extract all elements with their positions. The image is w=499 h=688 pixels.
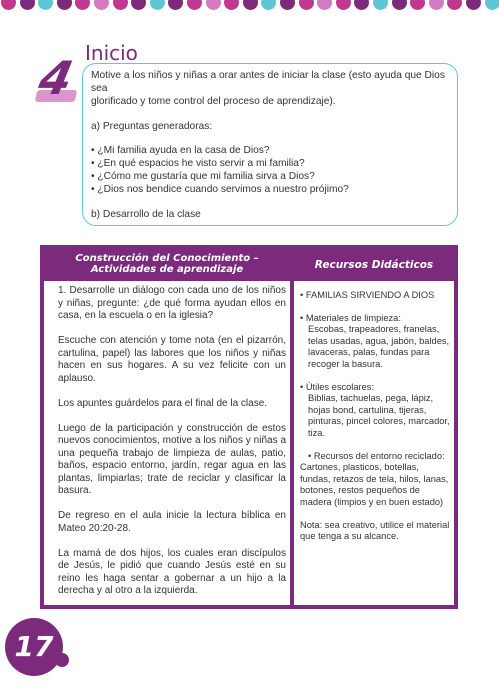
intro-line-2: glorificado y tome control del proceso de aprendizaje). [91,96,336,107]
decorative-dot [57,0,72,10]
decorative-dot [1,0,16,10]
decorative-dot [485,0,499,10]
decorative-dot [410,0,425,10]
resource-title: • Materiales de limpieza: [300,312,401,323]
activity-paragraph: Luego de la participación y construcción de estos nuevos conocimientos, motive a los niños y niñas a una pequeña trabajo de limpieza de aulas, patio, baños, espacio entorno, jardín, regar agua en las plantas, limpiarlas; trate de reciclar y clasificar la basura. [58,422,286,496]
decorative-dot [206,0,221,10]
decorative-dot [317,0,332,10]
decorative-dot [94,0,109,10]
decorative-dot [131,0,146,10]
resource-item: • FAMILIAS SIRVIENDO A DIOS [300,290,435,300]
inicio-box [82,63,458,226]
desarrollo-heading: b) Desarrollo de la clase [91,209,201,220]
activities-column [58,285,286,610]
decorative-dot [299,0,314,10]
resource-title: • Recursos del entorno reciclado: [308,450,445,461]
decorative-dots [0,0,499,13]
decorative-dot [224,0,239,10]
decorative-dot [243,0,258,10]
activity-paragraph: De regreso en el aula inicie la lectura bíblica en Mateo 20:20-28. [58,510,286,534]
resource-body: Escobas, trapeadores, franelas, telas usadas, agua, jabón, baldes, lavaceras, palas, fundas para recoger la basura. [308,324,450,369]
activity-paragraph: 1. Desarrolle un diálogo con cada uno de los niños y niñas, pregunte: ¿de qué forma ayudan ellos en casa, en la escuela o en la iglesia? [58,285,286,321]
decorative-dot [113,0,128,10]
decorative-dot [466,0,481,10]
decorative-dot [280,0,295,10]
decorative-dot [392,0,407,10]
decorative-dot [75,0,90,10]
decorative-dot [429,0,444,10]
question-item: • ¿En qué espacios he visto servir a mi familia? [91,158,305,169]
activity-paragraph: Escuche con atención y tome nota (en el pizarrón, cartulina, papel) las labores que los niños y niñas hacen en sus hogares. A su vez felicite con un aplauso. [58,335,286,384]
resource-note: Nota: sea creativo, utilice el material que tenga a su alcance. [300,519,450,542]
resources-column [300,290,450,554]
activity-paragraph: La mamá de dos hijos, los cuales eran discípulos de Jesús, le pidió que cuando Jesús esté en su reino les haga sentar a gobernar a un hijo a la derecha y al otro a la izquierda. [58,547,286,596]
decorative-dot [261,0,276,10]
resource-body: Biblias, tachuelas, pega, lápiz, hojas bond, cartulina, tijeras, pinturas, pincel colores, marcador, tiza. [308,393,450,438]
question-item: • ¿Mi familia ayuda en la casa de Dios? [91,145,270,156]
decorative-dot [168,0,183,10]
right-column-header: Recursos Didácticos [294,249,454,281]
decorative-dot [447,0,462,10]
question-item: • ¿Cómo me gustaría que mi familia sirva a Dios? [91,171,315,182]
decorative-dot [336,0,351,10]
page-number: 17 [14,630,54,663]
section-title: Inicio [85,41,138,65]
column-divider [290,249,294,605]
left-column-header: Construcción del Conocimiento – Actividades de aprendizaje [44,249,290,281]
decorative-dot [38,0,53,10]
decorative-dot [20,0,35,10]
decorative-dot [354,0,369,10]
decorative-dot [373,0,388,10]
resource-title: • Útiles escolares: [300,381,375,392]
activity-paragraph: Los apuntes guárdelos para el final de la clase. [58,397,268,409]
section-number: 4 [34,51,78,105]
resource-body: Cartones, plasticos, botellas, fundas, retazos de tela, hilos, lanas, botones, restos pequeños de madera (limpios y en buen estado) [300,462,449,507]
decorative-dot [150,0,165,10]
intro-line-1: Motive a los niños y niñas a orar antes de iniciar la clase (esto ayuda que Dios sea [91,70,445,94]
activities-table [40,245,458,609]
question-item: • ¿Dios nos bendice cuando servimos a nuestro prójimo? [91,184,349,195]
preguntas-heading: a) Preguntas generadoras: [91,121,213,132]
decorative-dot [187,0,202,10]
